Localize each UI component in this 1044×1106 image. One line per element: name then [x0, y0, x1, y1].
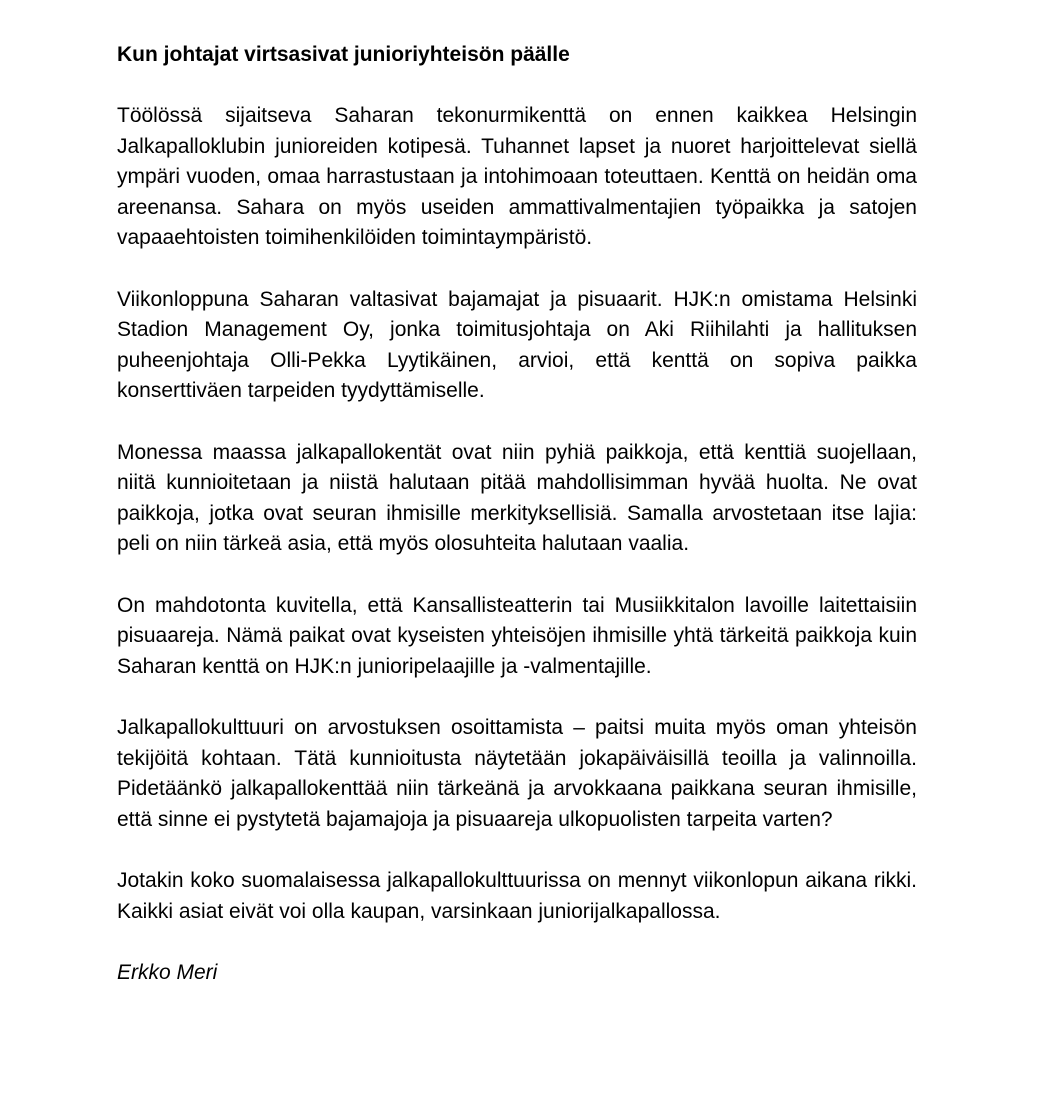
paragraph-1: Töölössä sijaitseva Saharan tekonurmikenttä on ennen kaikkea Helsingin Jalkapalloklubin junioreiden kotipesä. Tuhannet lapset ja nuoret harjoittelevat siellä ympäri vuoden, omaa harrastustaan ja intohimoaan toteuttaen. Kenttä on heidän oma areenansa. Sahara on myös useiden ammattivalmentajien työpaikka ja satojen vapaaehtoisten toimihenkilöiden toimintaympäristö. — [117, 104, 917, 249]
paragraph-5: Jalkapallokulttuuri on arvostuksen osoittamista – paitsi muita myös oman yhteisön tekijöitä kohtaan. Tätä kunnioitusta näytetään jokapäiväisillä teoilla ja valinnoilla. Pidetäänkö jalkapallokenttää niin tärkeänä ja arvokkaana paikkana seuran ihmisille, että sinne ei pystytetä bajamajoja ja pisuaareja ulkopuolisten tarpeita varten? — [117, 716, 917, 831]
paragraph-4: On mahdotonta kuvitella, että Kansallisteatterin tai Musiikkitalon lavoille laitettaisiin pisuaareja. Nämä paikat ovat kyseisten yhteisöjen ihmisille yhtä tärkeitä paikkoja kuin Saharan kenttä on HJK:n junioripelaajille ja -valmentajille. — [117, 593, 917, 678]
document-body — [117, 40, 917, 988]
article-title: Kun johtajat virtsasivat junioriyhteisön päälle — [117, 43, 570, 66]
paragraph-2: Viikonloppuna Saharan valtasivat bajamajat ja pisuaarit. HJK:n omistama Helsinki Stadion Management Oy, jonka toimitusjohtaja on Aki Riihilahti ja hallituksen puheenjohtaja Olli-Pekka Lyytikäinen, arvioi, että kenttä on sopiva paikka konserttiväen tarpeiden tyydyttämiselle. — [117, 287, 917, 402]
paragraph-6: Jotakin koko suomalaisessa jalkapallokulttuurissa on mennyt viikonlopun aikana rikki. Kaikki asiat eivät voi olla kaupan, varsinkaan juniorijalkapallossa. — [117, 869, 917, 923]
paragraph-3: Monessa maassa jalkapallokentät ovat niin pyhiä paikkoja, että kenttiä suojellaan, niitä kunnioitetaan ja niistä halutaan pitää mahdollisimman hyvää huolta. Ne ovat paikkoja, jotka ovat seuran ihmisille merkityksellisiä. Samalla arvostetaan itse lajia: peli on niin tärkeä asia, että myös olosuhteita halutaan vaalia. — [117, 440, 917, 555]
author-signature: Erkko Meri — [117, 961, 218, 984]
